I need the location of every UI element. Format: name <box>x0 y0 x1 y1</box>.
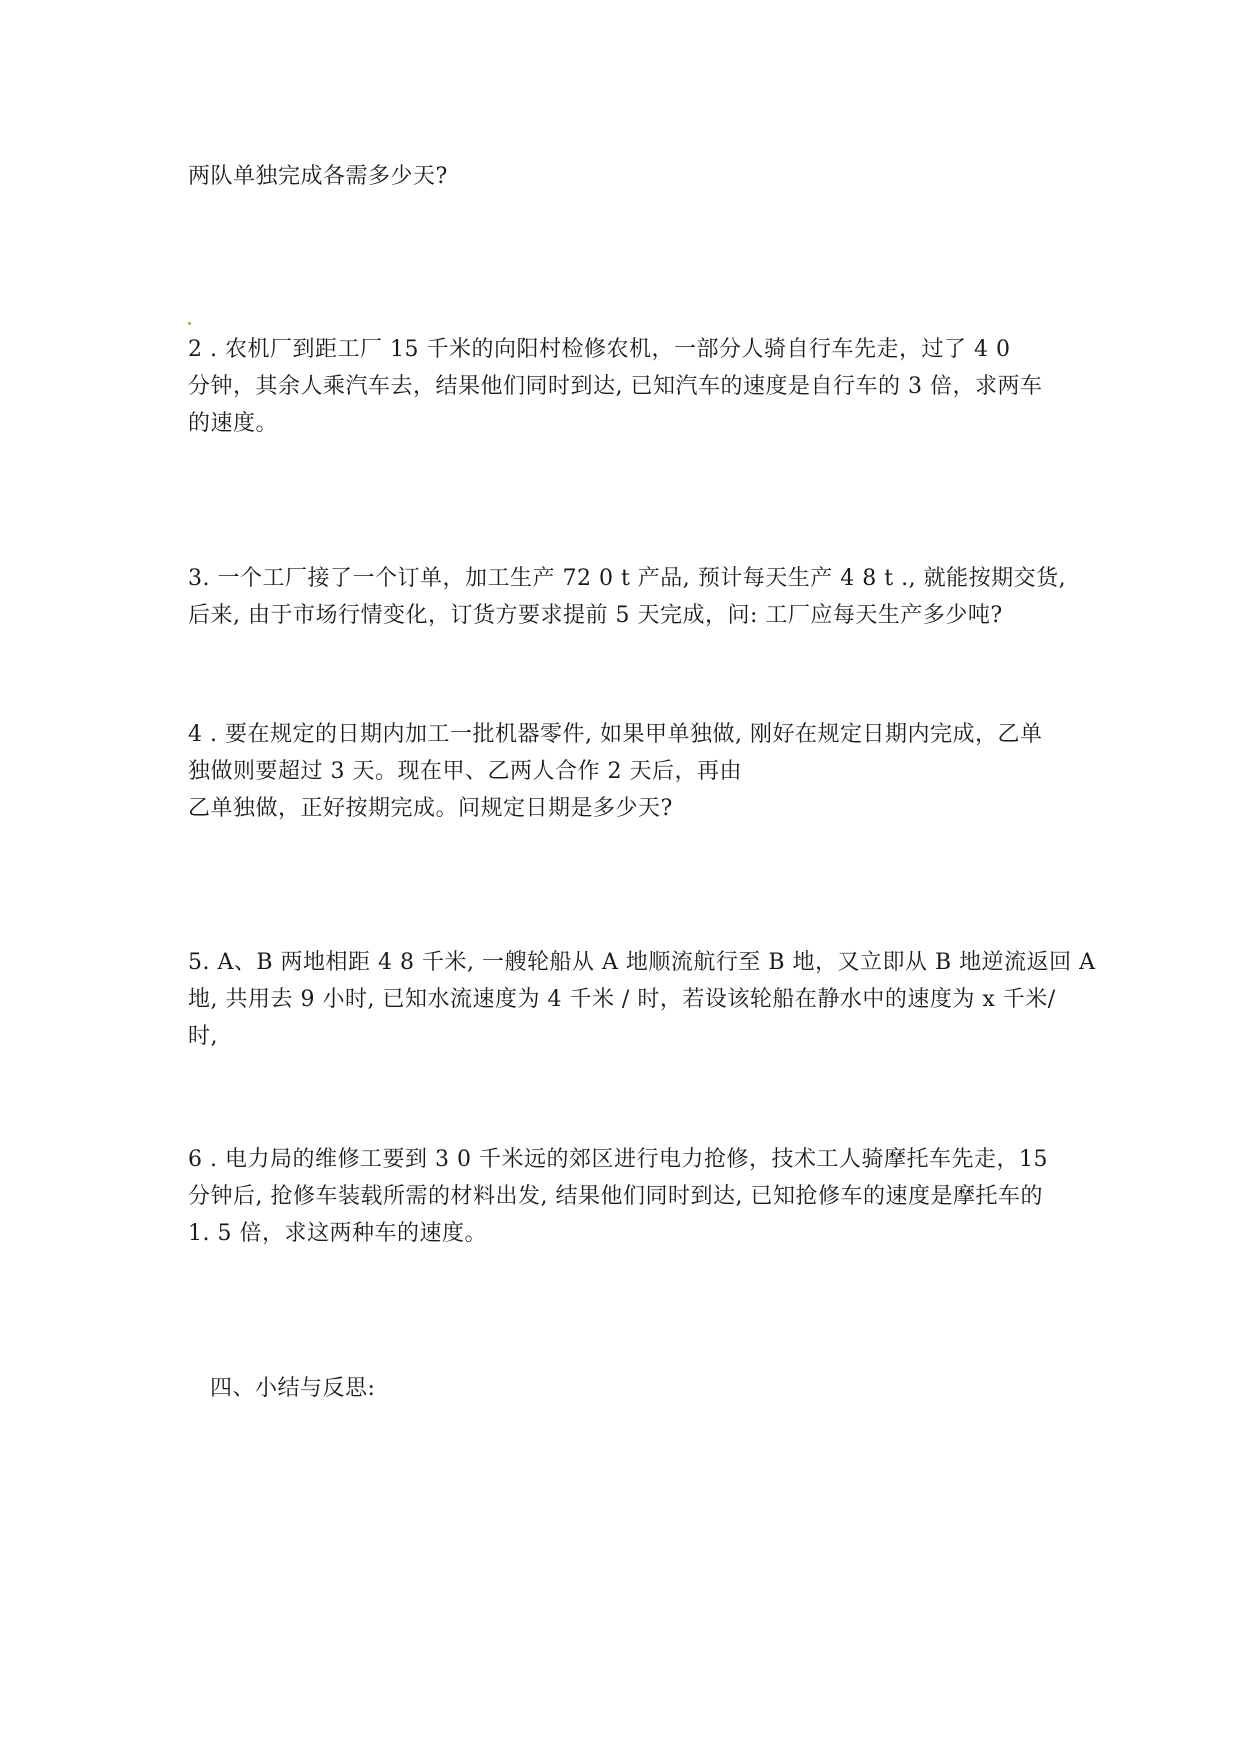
text-line: 分钟，其余人乘汽车去，结果他们同时到达, 已知汽车的速度是自行车的 3 倍，求两车 <box>188 374 1043 399</box>
summary-section <box>210 1370 1090 1407</box>
problem-4 <box>188 716 1068 827</box>
problem-3 <box>188 560 1068 634</box>
text-line: 地, 共用去 9 小时, 已知水流速度为 4 千米 / 时，若设该轮船在静水中的速度为 x 千米/ <box>188 987 1056 1012</box>
text-line: 两队单独完成各需多少天? <box>188 164 448 189</box>
text-line: 分钟后, 抢修车装载所需的材料出发, 结果他们同时到达, 已知抢修车的速度是摩托车的 <box>188 1184 1043 1209</box>
text-line: 4 . 要在规定的日期内加工一批机器零件, 如果甲单独做, 刚好在规定日期内完成，乙单 <box>188 722 1043 747</box>
text-line: 2 . 农机厂到距工厂 15 千米的向阳村检修农机，一部分人骑自行车先走，过了 4 0 <box>188 337 1011 362</box>
text-line: 的速度。 <box>188 411 279 436</box>
text-line: 5. A、B 两地相距 4 8 千米, 一艘轮船从 A 地顺流航行至 B 地，又立即从 B 地逆流返回 A <box>188 950 1096 975</box>
continuation-text <box>188 158 1068 195</box>
text-line: 乙单独做，正好按期完成。问规定日期是多少天? <box>188 796 673 821</box>
problem-2 <box>188 331 1068 442</box>
text-line: 3. 一个工厂接了一个订单，加工生产 72 0 t 产品, 预计每天生产 4 8 t ., 就能按期交货, <box>188 566 1067 591</box>
text-line: 后来, 由于市场行情变化，订货方要求提前 5 天完成，问: 工厂应每天生产多少吨? <box>188 603 1003 628</box>
problem-5 <box>188 944 1096 1055</box>
text-line: 独做则要超过 3 天。现在甲、乙两人合作 2 天后，再由 <box>188 759 742 784</box>
print-speck <box>188 322 191 325</box>
problem-6 <box>188 1141 1068 1252</box>
text-line: 时, <box>188 1024 218 1049</box>
text-line: 1. 5 倍，求这两种车的速度。 <box>188 1221 487 1246</box>
section-heading: 四、小结与反思: <box>210 1376 376 1401</box>
text-line: 6 . 电力局的维修工要到 3 0 千米远的郊区进行电力抢修，技术工人骑摩托车先走，15 <box>188 1147 1048 1172</box>
